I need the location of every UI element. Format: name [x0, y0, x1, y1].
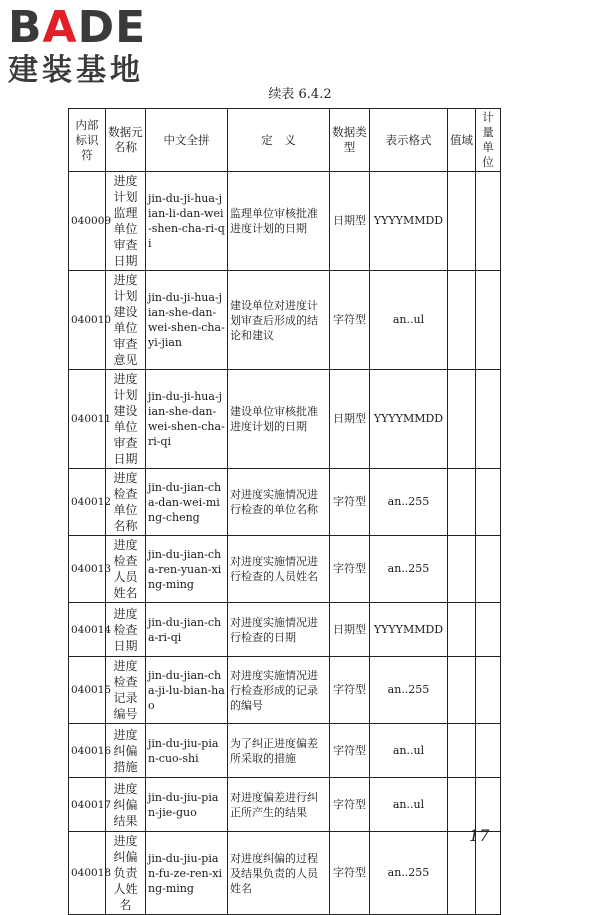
cell-range [448, 778, 476, 832]
cell-type: 日期型 [330, 370, 370, 469]
cell-name: 进度纠偏负责人姓名 [106, 832, 146, 915]
cell-range [448, 172, 476, 271]
cell-format: an..ul [370, 724, 448, 778]
cell-name: 进度检查记录编号 [106, 657, 146, 724]
cell-definition: 对进度实施情况进行检查的日期 [228, 603, 330, 657]
header-pinyin: 中文全拼 [146, 109, 228, 172]
cell-unit [476, 657, 501, 724]
cell-type: 字符型 [330, 832, 370, 915]
cell-type: 字符型 [330, 271, 370, 370]
cell-unit [476, 603, 501, 657]
table-row [69, 778, 501, 832]
cell-type: 字符型 [330, 778, 370, 832]
cell-format: an..ul [370, 778, 448, 832]
cell-code: 040012 [69, 469, 106, 536]
cell-name: 进度计划建设单位审查意见 [106, 271, 146, 370]
table-row [69, 603, 501, 657]
header-element-name: 数据元名称 [106, 109, 146, 172]
cell-definition: 对进度偏差进行纠正所产生的结果 [228, 778, 330, 832]
cell-definition: 对进度实施情况进行检查形成的记录的编号 [228, 657, 330, 724]
cell-name: 进度纠偏措施 [106, 724, 146, 778]
header-data-type: 数据类型 [330, 109, 370, 172]
cell-format: an..ul [370, 271, 448, 370]
cell-definition: 对进度纠偏的过程及结果负责的人员姓名 [228, 832, 330, 915]
cell-name: 进度检查日期 [106, 603, 146, 657]
cell-code: 040013 [69, 536, 106, 603]
cell-code: 040017 [69, 778, 106, 832]
cell-format: YYYYMMDD [370, 172, 448, 271]
cell-code: 040018 [69, 832, 106, 915]
logo-subtitle: 建装基地 [8, 53, 144, 88]
cell-unit [476, 172, 501, 271]
cell-code: 040010 [69, 271, 106, 370]
cell-range [448, 469, 476, 536]
logo-wordmark [8, 2, 178, 53]
cell-format: an..255 [370, 536, 448, 603]
cell-unit [476, 536, 501, 603]
cell-pinyin: jin-du-jian-cha-ren-yuan-xing-ming [146, 536, 228, 603]
cell-format: YYYYMMDD [370, 370, 448, 469]
cell-definition: 建设单位审核批准进度计划的日期 [228, 370, 330, 469]
header-unit: 计量单位 [476, 109, 501, 172]
cell-definition: 对进度实施情况进行检查的单位名称 [228, 469, 330, 536]
cell-code: 040016 [69, 724, 106, 778]
cell-range [448, 724, 476, 778]
cell-definition: 为了纠正进度偏差所采取的措施 [228, 724, 330, 778]
cell-definition: 对进度实施情况进行检查的人员姓名 [228, 536, 330, 603]
cell-code: 040009 [69, 172, 106, 271]
table-row [69, 832, 501, 915]
cell-format: an..255 [370, 832, 448, 915]
header-format: 表示格式 [370, 109, 448, 172]
table-row [69, 271, 501, 370]
cell-unit [476, 370, 501, 469]
cell-range [448, 536, 476, 603]
cell-type: 字符型 [330, 469, 370, 536]
cell-type: 字符型 [330, 724, 370, 778]
logo-letter-prefix: B [8, 2, 43, 53]
cell-code: 040011 [69, 370, 106, 469]
cell-type: 字符型 [330, 657, 370, 724]
cell-range [448, 657, 476, 724]
table-row [69, 469, 501, 536]
cell-name: 进度纠偏结果 [106, 778, 146, 832]
cell-format: an..255 [370, 469, 448, 536]
cell-pinyin: jin-du-jiu-pian-fu-ze-ren-xing-ming [146, 832, 228, 915]
header-definition: 定 义 [228, 109, 330, 172]
cell-type: 字符型 [330, 536, 370, 603]
cell-definition: 建设单位对进度计划审查后形成的结论和建议 [228, 271, 330, 370]
header-value-range: 值域 [448, 109, 476, 172]
cell-code: 040014 [69, 603, 106, 657]
cell-pinyin: jin-du-jian-cha-dan-wei-ming-cheng [146, 469, 228, 536]
table-row [69, 536, 501, 603]
cell-code: 040015 [69, 657, 106, 724]
logo-letter-accent: A [42, 2, 78, 53]
cell-pinyin: jin-du-ji-hua-jian-she-dan-wei-shen-cha-yi-jian [146, 271, 228, 370]
data-element-table [68, 108, 501, 915]
cell-unit [476, 271, 501, 370]
table-row [69, 724, 501, 778]
cell-unit [476, 469, 501, 536]
cell-name: 进度检查单位名称 [106, 469, 146, 536]
cell-range [448, 271, 476, 370]
table-row [69, 172, 501, 271]
cell-pinyin: jin-du-jian-cha-ji-lu-bian-hao [146, 657, 228, 724]
cell-pinyin: jin-du-jian-cha-ri-qi [146, 603, 228, 657]
cell-unit [476, 724, 501, 778]
logo-letter-suffix: DE [77, 2, 147, 53]
cell-name: 进度检查人员姓名 [106, 536, 146, 603]
cell-pinyin: jin-du-ji-hua-jian-she-dan-wei-shen-cha-ri-qi [146, 370, 228, 469]
cell-type: 日期型 [330, 172, 370, 271]
cell-range [448, 370, 476, 469]
cell-definition: 监理单位审核批准进度计划的日期 [228, 172, 330, 271]
cell-range [448, 603, 476, 657]
cell-format: YYYYMMDD [370, 603, 448, 657]
table-row [69, 370, 501, 469]
cell-pinyin: jin-du-jiu-pian-jie-guo [146, 778, 228, 832]
table-caption: 续表 6.4.2 [268, 87, 332, 102]
cell-type: 日期型 [330, 603, 370, 657]
page-number: 17 [469, 826, 490, 845]
table-header-row [69, 109, 501, 172]
cell-pinyin: jin-du-ji-hua-jian-li-dan-wei-shen-cha-ri-qi [146, 172, 228, 271]
cell-format: an..255 [370, 657, 448, 724]
cell-name: 进度计划建设单位审查日期 [106, 370, 146, 469]
cell-unit [476, 778, 501, 832]
cell-pinyin: jin-du-jiu-pian-cuo-shi [146, 724, 228, 778]
table-row [69, 657, 501, 724]
header-internal-id: 内部标识符 [69, 109, 106, 172]
cell-name: 进度计划监理单位审查日期 [106, 172, 146, 271]
